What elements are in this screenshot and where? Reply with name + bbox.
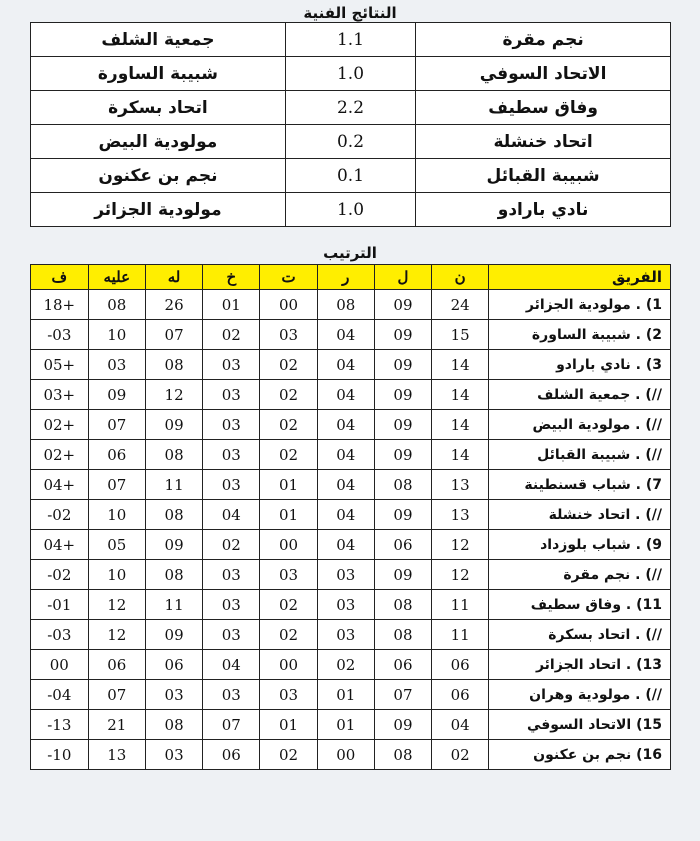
team-name: 3) . نادي بارادو (489, 350, 671, 380)
column-header: ل (374, 265, 431, 290)
stat-cell: 03 (203, 620, 260, 650)
stat-cell: 09 (374, 380, 431, 410)
stat-cell: 00 (31, 650, 89, 680)
stat-cell: 03 (203, 350, 260, 380)
stat-cell: 04 (203, 650, 260, 680)
match-score: 2.2 (285, 91, 415, 125)
stat-cell: 09 (145, 530, 202, 560)
stat-cell: 10- (31, 740, 89, 770)
standings-row (31, 530, 671, 560)
stat-cell: 09 (374, 440, 431, 470)
team-name: 1) . مولودية الجزائر (489, 290, 671, 320)
match-score: 0.1 (285, 159, 415, 193)
stat-cell: 06 (374, 650, 431, 680)
stat-cell: 03 (317, 590, 374, 620)
column-header: عليه (88, 265, 145, 290)
standings-header-row (31, 265, 671, 290)
stat-cell: 07 (145, 320, 202, 350)
home-team: شبيبة القبائل (416, 159, 671, 193)
stat-cell: 04 (317, 440, 374, 470)
stat-cell: 11 (432, 620, 489, 650)
stat-cell: 03 (203, 470, 260, 500)
standings-table (30, 264, 671, 770)
stat-cell: 01- (31, 590, 89, 620)
stat-cell: 06 (432, 650, 489, 680)
stat-cell: 06 (88, 440, 145, 470)
stat-cell: 02 (260, 740, 317, 770)
standings-row (31, 590, 671, 620)
standings-row (31, 440, 671, 470)
stat-cell: 02- (31, 500, 89, 530)
stat-cell: 04 (432, 710, 489, 740)
team-name: //) . اتحاد بسكرة (489, 620, 671, 650)
stat-cell: 03 (88, 350, 145, 380)
stat-cell: 08 (374, 470, 431, 500)
stat-cell: 02 (317, 650, 374, 680)
home-team: اتحاد خنشلة (416, 125, 671, 159)
stat-cell: 12 (432, 560, 489, 590)
stat-cell: 07 (88, 680, 145, 710)
stat-cell: 06 (88, 650, 145, 680)
stat-cell: 03 (260, 560, 317, 590)
team-name: 11) . وفاق سطيف (489, 590, 671, 620)
team-name: 13) . اتحاد الجزائر (489, 650, 671, 680)
team-name: //) . مولودية البيض (489, 410, 671, 440)
standings-row (31, 680, 671, 710)
stat-cell: 08 (374, 740, 431, 770)
match-score: 1.0 (285, 57, 415, 91)
stat-cell: 01 (260, 470, 317, 500)
stat-cell: 08 (145, 440, 202, 470)
team-name: 15) الاتحاد السوفي (489, 710, 671, 740)
stat-cell: 04- (31, 680, 89, 710)
stat-cell: 11 (432, 590, 489, 620)
stat-cell: 08 (145, 710, 202, 740)
stat-cell: 08 (317, 290, 374, 320)
home-team: الاتحاد السوفي (416, 57, 671, 91)
stat-cell: +02 (31, 440, 89, 470)
stat-cell: 07 (203, 710, 260, 740)
result-row (31, 159, 671, 193)
stat-cell: 14 (432, 380, 489, 410)
stat-cell: 09 (374, 350, 431, 380)
stat-cell: 01 (203, 290, 260, 320)
result-row (31, 193, 671, 227)
stat-cell: 09 (374, 290, 431, 320)
standings-row (31, 500, 671, 530)
column-header: خ (203, 265, 260, 290)
stat-cell: 12 (88, 590, 145, 620)
stat-cell: +03 (31, 380, 89, 410)
column-header: ت (260, 265, 317, 290)
stat-cell: 04 (317, 350, 374, 380)
stat-cell: 03 (203, 410, 260, 440)
stat-cell: 03 (203, 440, 260, 470)
stat-cell: 07 (374, 680, 431, 710)
stat-cell: +04 (31, 470, 89, 500)
team-name: //) . اتحاد خنشلة (489, 500, 671, 530)
stat-cell: +18 (31, 290, 89, 320)
stat-cell: 09 (374, 410, 431, 440)
stat-cell: 00 (317, 740, 374, 770)
match-score: 1.0 (285, 193, 415, 227)
team-name: 2) . شبيبة الساورة (489, 320, 671, 350)
stat-cell: +02 (31, 410, 89, 440)
result-row (31, 57, 671, 91)
stat-cell: 14 (432, 410, 489, 440)
away-team: جمعية الشلف (31, 23, 286, 57)
column-header: ر (317, 265, 374, 290)
stat-cell: 07 (88, 410, 145, 440)
stat-cell: 08 (145, 500, 202, 530)
stat-cell: 09 (374, 320, 431, 350)
stat-cell: +04 (31, 530, 89, 560)
stat-cell: 04 (317, 500, 374, 530)
stat-cell: 00 (260, 530, 317, 560)
stat-cell: 04 (203, 500, 260, 530)
stat-cell: 04 (317, 470, 374, 500)
stat-cell: 15 (432, 320, 489, 350)
stat-cell: 04 (317, 410, 374, 440)
stat-cell: 00 (260, 650, 317, 680)
stat-cell: 08 (145, 350, 202, 380)
standings-row (31, 710, 671, 740)
match-score: 1.1 (285, 23, 415, 57)
stat-cell: 04 (317, 530, 374, 560)
stat-cell: 03- (31, 620, 89, 650)
stat-cell: 02 (432, 740, 489, 770)
stat-cell: 09 (374, 500, 431, 530)
standings-row (31, 740, 671, 770)
stat-cell: 08 (374, 590, 431, 620)
column-header: له (145, 265, 202, 290)
standings-row (31, 560, 671, 590)
stat-cell: 01 (260, 500, 317, 530)
team-name: //) . مولودية وهران (489, 680, 671, 710)
stat-cell: 03 (145, 740, 202, 770)
stat-cell: 07 (88, 470, 145, 500)
standings-row (31, 380, 671, 410)
standings-row (31, 650, 671, 680)
stat-cell: 03 (203, 380, 260, 410)
team-name: 9) . شباب بلوزداد (489, 530, 671, 560)
stat-cell: 01 (317, 680, 374, 710)
stat-cell: 03 (203, 590, 260, 620)
stat-cell: 02 (260, 620, 317, 650)
home-team: نادي بارادو (416, 193, 671, 227)
stat-cell: 02- (31, 560, 89, 590)
results-table (30, 22, 671, 227)
stat-cell: 08 (374, 620, 431, 650)
away-team: اتحاد بسكرة (31, 91, 286, 125)
stat-cell: 10 (88, 500, 145, 530)
stat-cell: 08 (88, 290, 145, 320)
results-title: النتائج الفنية (303, 4, 397, 22)
stat-cell: 01 (260, 710, 317, 740)
stat-cell: 10 (88, 320, 145, 350)
away-team: مولودية البيض (31, 125, 286, 159)
stat-cell: 06 (145, 650, 202, 680)
stat-cell: 10 (88, 560, 145, 590)
match-score: 0.2 (285, 125, 415, 159)
stat-cell: 03 (317, 560, 374, 590)
stat-cell: 02 (260, 440, 317, 470)
stat-cell: 03 (203, 560, 260, 590)
stat-cell: 02 (203, 320, 260, 350)
result-row (31, 125, 671, 159)
stat-cell: 01 (317, 710, 374, 740)
stat-cell: 00 (260, 290, 317, 320)
stat-cell: 08 (145, 560, 202, 590)
team-name: //) . شبيبة القبائل (489, 440, 671, 470)
stat-cell: 13- (31, 710, 89, 740)
stat-cell: 02 (260, 410, 317, 440)
team-name: 7) . شباب قسنطينة (489, 470, 671, 500)
stat-cell: 12 (88, 620, 145, 650)
stat-cell: 03- (31, 320, 89, 350)
standings-row (31, 320, 671, 350)
stat-cell: 09 (374, 560, 431, 590)
stat-cell: 21 (88, 710, 145, 740)
home-team: وفاق سطيف (416, 91, 671, 125)
stat-cell: 13 (88, 740, 145, 770)
stat-cell: 13 (432, 470, 489, 500)
standings-title: الترتيب (323, 244, 377, 262)
column-header: الفريق (489, 265, 671, 290)
stat-cell: 06 (374, 530, 431, 560)
stat-cell: 14 (432, 350, 489, 380)
stat-cell: 06 (432, 680, 489, 710)
team-name: //) . جمعية الشلف (489, 380, 671, 410)
column-header: ن (432, 265, 489, 290)
column-header: ف (31, 265, 89, 290)
stat-cell: 03 (203, 680, 260, 710)
result-row (31, 23, 671, 57)
result-row (31, 91, 671, 125)
stat-cell: 02 (260, 350, 317, 380)
standings-row (31, 620, 671, 650)
stat-cell: 03 (260, 320, 317, 350)
stat-cell: 04 (317, 380, 374, 410)
stat-cell: 02 (203, 530, 260, 560)
stat-cell: 11 (145, 590, 202, 620)
away-team: شبيبة الساورة (31, 57, 286, 91)
stat-cell: 26 (145, 290, 202, 320)
stat-cell: 12 (145, 380, 202, 410)
stat-cell: 09 (88, 380, 145, 410)
standings-row (31, 470, 671, 500)
stat-cell: 02 (260, 590, 317, 620)
stat-cell: 04 (317, 320, 374, 350)
team-name: 16) نجم بن عكنون (489, 740, 671, 770)
stat-cell: +05 (31, 350, 89, 380)
standings-row (31, 410, 671, 440)
stat-cell: 09 (374, 710, 431, 740)
stat-cell: 11 (145, 470, 202, 500)
stat-cell: 05 (88, 530, 145, 560)
away-team: مولودية الجزائر (31, 193, 286, 227)
stat-cell: 24 (432, 290, 489, 320)
stat-cell: 13 (432, 500, 489, 530)
away-team: نجم بن عكنون (31, 159, 286, 193)
home-team: نجم مقرة (416, 23, 671, 57)
stat-cell: 02 (260, 380, 317, 410)
stat-cell: 14 (432, 440, 489, 470)
stat-cell: 12 (432, 530, 489, 560)
standings-row (31, 350, 671, 380)
stat-cell: 03 (145, 680, 202, 710)
stat-cell: 03 (317, 620, 374, 650)
stat-cell: 03 (260, 680, 317, 710)
stat-cell: 09 (145, 620, 202, 650)
standings-row (31, 290, 671, 320)
stat-cell: 06 (203, 740, 260, 770)
team-name: //) . نجم مقرة (489, 560, 671, 590)
stat-cell: 09 (145, 410, 202, 440)
